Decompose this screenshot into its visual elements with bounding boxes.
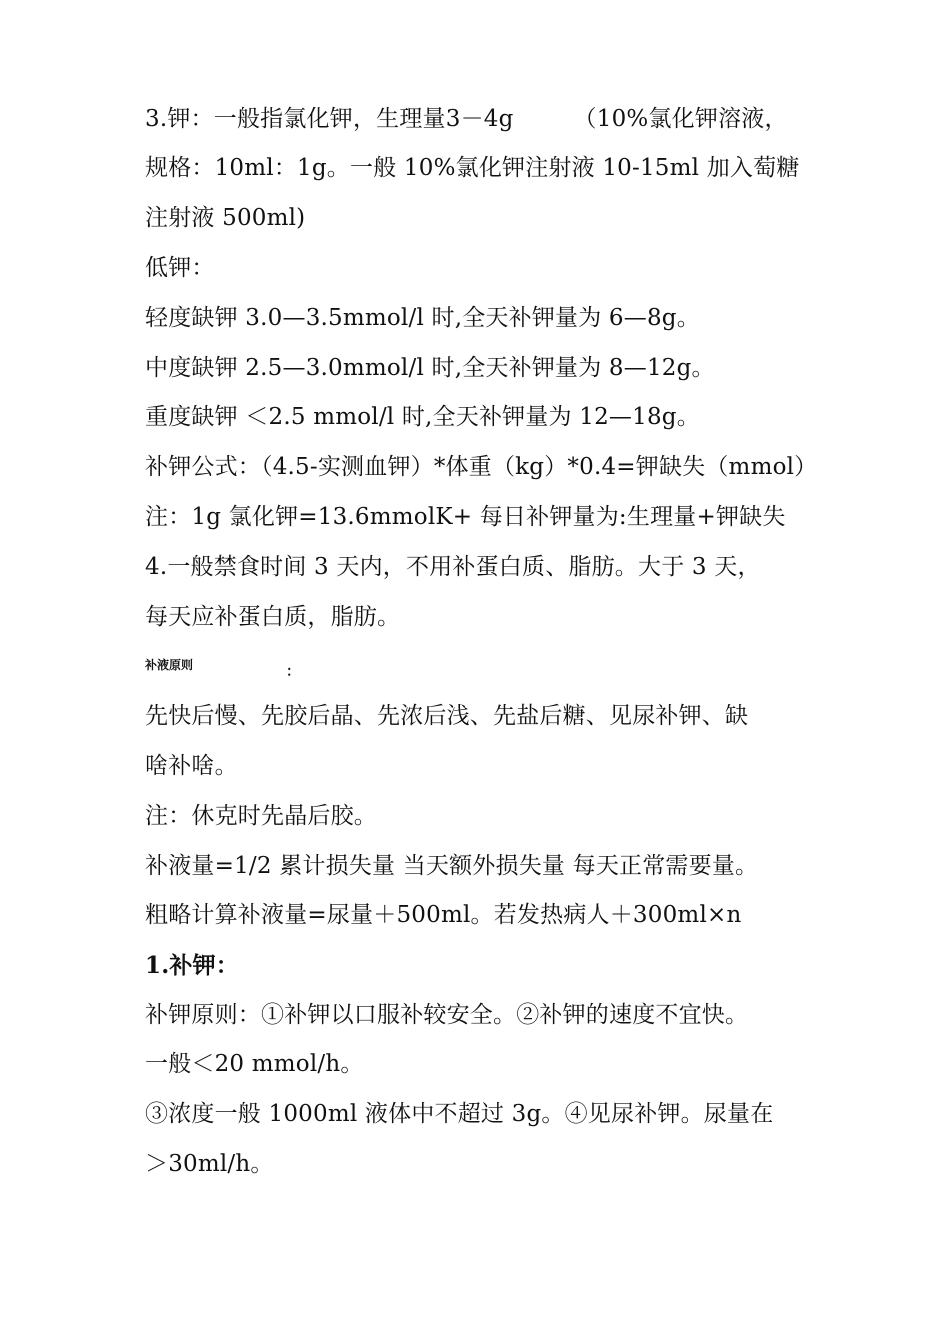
text-line-fasting: 4.一般禁食时间 3 天内，不用补蛋白质、脂肪。大于 3 天， [145,554,761,580]
text-line-spec: 规格：10ml：1g。一般 10%氯化钾注射液 10-15ml 加入萄糖 [145,155,800,181]
heading-fluid-principles: 补液原则 [145,658,194,672]
text-line-moderate: 中度缺钾 2.5—3.0mmol/l 时,全天补钾量为 8—12g。 [145,355,715,381]
text-line-k-principles: 补钾原则：①补钾以口服补较安全。②补钾的速度不宜快。 [145,1002,749,1028]
text-line-section-potassium: 1.补钾： [145,952,240,979]
text-line-hypokalemia: 低钾： [145,255,215,281]
text-potassium-solution: （10%氯化钾溶液， [573,106,788,132]
text-line-fluid-volume: 补液量=1/2 累计损失量 当天额外损失量 每天正常需要量。 [145,853,759,879]
text-line-note-kcl: 注：1g 氯化钾=13.6mmolK+ 每日补钾量为:生理量+钾缺失 [145,504,786,530]
heading-colon: ： [286,664,300,680]
text-line-shock-note: 注：休克时先晶后胶。 [145,803,377,829]
text-line-k-concentration: ③浓度一般 1000ml 液体中不超过 3g。④见尿补钾。尿量在 [145,1101,774,1127]
text-potassium-intro: 3.钾：一般指氯化钾，生理量3－4g [145,106,514,132]
text-line-urine: ＞30ml/h。 [145,1151,274,1177]
text-line-injection: 注射液 500ml) [145,205,306,231]
text-line-k-rate: 一般＜20 mmol/h。 [145,1051,364,1077]
text-line-potassium-1 [145,104,825,134]
text-line-principles: 先快后慢、先胶后晶、先浓后浅、先盐后糖、见尿补钾、缺 [145,703,749,729]
text-line-protein: 每天应补蛋白质，脂肪。 [145,604,401,630]
text-line-rough-calc: 粗略计算补液量=尿量＋500ml。若发热病人＋300ml×n [145,902,742,928]
text-line-formula: 补钾公式：（4.5-实测血钾）*体重（kg）*0.4=钾缺失（mmol） [145,454,818,480]
text-line-mild: 轻度缺钾 3.0—3.5mmol/l 时,全天补钾量为 6—8g。 [145,305,700,331]
text-line-principles-end: 啥补啥。 [145,753,238,779]
text-line-severe: 重度缺钾 ＜2.5 mmol/l 时,全天补钾量为 12—18g。 [145,404,700,430]
